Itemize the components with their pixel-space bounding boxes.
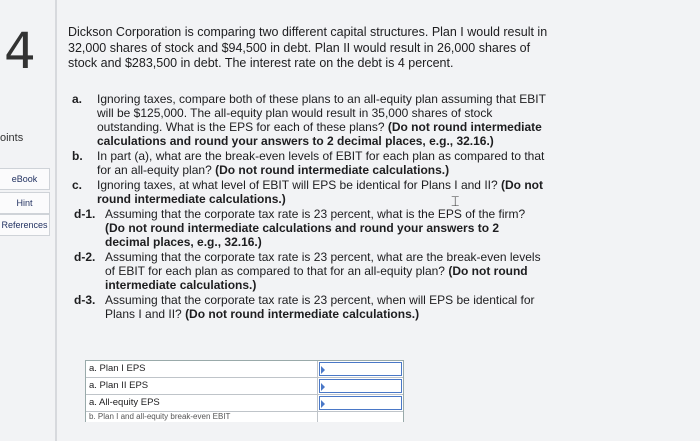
part-instruction: (Do not round intermediate calculations and round your answers to 2 decimal places, e.g., 32.16.) [105, 221, 500, 249]
part-a [72, 92, 547, 148]
part-instruction: (Do not round intermediate calculations.) [97, 178, 543, 206]
part-instruction: (Do not round intermediate calculations.) [215, 163, 450, 177]
part-b [72, 149, 547, 177]
part-text: Ignoring taxes, compare both of these plans to an all-equity plan assuming that EBIT will be $125,000. The all-equity plan would result in 35,000 shares of stock outstanding. What is the EPS for each of these plans? [97, 92, 546, 134]
part-instruction: (Do not round intermediate calculations.) [185, 307, 420, 321]
part-text: Assuming that the corporate tax rate is 23 percent, what are the break-even levels of EBIT for each plan as compared to that for an all-equity plan? [105, 250, 541, 278]
points-label: oints [0, 132, 24, 144]
question-parts [72, 92, 547, 322]
answer-label: a. Plan I EPS [86, 361, 318, 377]
answer-label: a. Plan II EPS [86, 378, 318, 394]
answer-row [86, 412, 403, 422]
part-d3 [72, 293, 547, 321]
part-label: d-2. [74, 250, 96, 264]
hint-button[interactable]: Hint [0, 192, 50, 214]
ebook-button[interactable]: eBook [0, 168, 50, 190]
answer-row [86, 378, 403, 395]
text-cursor-icon: ⌶ [451, 193, 460, 209]
sidebar [0, 0, 56, 441]
part-d1 [72, 207, 547, 249]
question-number: 4 [4, 22, 36, 80]
part-label: b. [72, 149, 83, 163]
plan-1-eps-input[interactable] [319, 362, 402, 376]
answer-row [86, 395, 403, 412]
part-instruction: (Do not round intermediate calculations.) [105, 264, 528, 292]
part-label: d-3. [74, 293, 96, 307]
part-text: Ignoring taxes, at what level of EBIT will EPS be identical for Plans I and II? [97, 178, 498, 192]
answer-label: b. Plan I and all-equity break-even EBIT [86, 412, 318, 422]
answer-label: a. All-equity EPS [86, 395, 318, 411]
all-equity-eps-input[interactable] [319, 396, 402, 410]
references-button[interactable]: References [0, 214, 50, 236]
sidebar-divider [55, 0, 57, 441]
answer-table [85, 360, 404, 422]
part-text: Assuming that the corporate tax rate is 23 percent, what is the EPS of the firm? [105, 207, 526, 221]
part-text: In part (a), what are the break-even levels of EBIT for each plan as compared to that for an all-equity plan? [97, 149, 545, 177]
part-instruction: (Do not round intermediate calculations and round your answers to 2 decimal places, e.g., 32.16.) [97, 120, 542, 148]
answer-row [86, 361, 403, 378]
part-label: d-1. [74, 207, 96, 221]
plan-2-eps-input[interactable] [319, 379, 402, 393]
part-c [72, 178, 547, 206]
part-d2 [72, 250, 547, 292]
question-intro: Dickson Corporation is comparing two different capital structures. Plan I would result in 32,000 shares of stock and $94,500 in debt. Plan II would result in 26,000 shares of stock and $283,500 in debt. The interest rate on the debt is 4 percent. [68, 25, 548, 70]
part-text: Assuming that the corporate tax rate is 23 percent, when will EPS be identical for Plans I and II? [105, 293, 535, 321]
part-label: c. [72, 178, 83, 192]
part-label: a. [72, 92, 83, 106]
